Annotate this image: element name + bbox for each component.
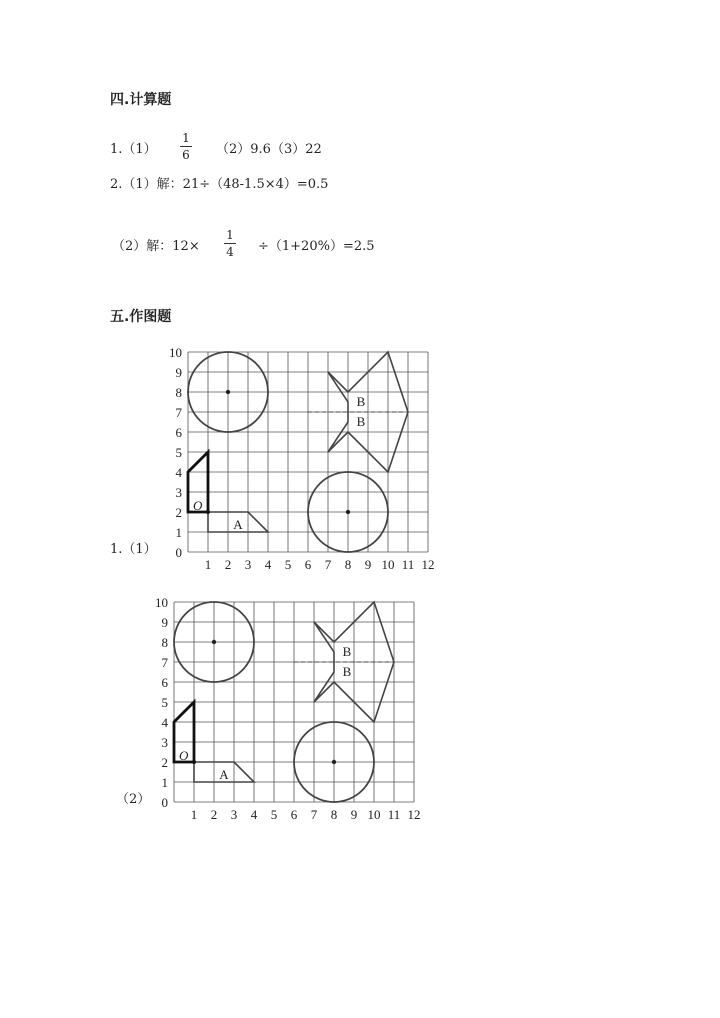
y-tick-label: 6 bbox=[161, 675, 168, 690]
label-a: A bbox=[233, 517, 243, 532]
q2-fraction-numerator: 1 bbox=[226, 228, 234, 242]
x-tick-label: 3 bbox=[230, 807, 238, 822]
x-tick-label: 4 bbox=[250, 807, 258, 822]
y-tick-label: 1 bbox=[161, 775, 168, 790]
y-tick-label: 10 bbox=[169, 345, 182, 360]
q2-part2-prefix: （2）解：12× bbox=[112, 239, 200, 254]
y-tick-label: 9 bbox=[175, 365, 182, 380]
q1-prefix: 1.（1） bbox=[110, 142, 157, 157]
x-tick-label: 6 bbox=[304, 557, 312, 572]
y-tick-label: 9 bbox=[161, 615, 168, 630]
label-o: O bbox=[193, 498, 203, 513]
label-b-bottom: B bbox=[356, 414, 366, 429]
x-tick-label: 7 bbox=[310, 807, 318, 822]
y-tick-label: 5 bbox=[175, 445, 182, 460]
x-tick-label: 9 bbox=[350, 807, 358, 822]
x-tick-label: 9 bbox=[364, 557, 372, 572]
y-tick-label: 3 bbox=[161, 735, 168, 750]
x-tick-label: 6 bbox=[290, 807, 298, 822]
circle-center-point bbox=[346, 510, 350, 514]
q2-fraction-denominator: 4 bbox=[226, 245, 234, 259]
q1-fraction bbox=[178, 131, 194, 162]
label-b-top: B bbox=[356, 394, 366, 409]
x-tick-label: 10 bbox=[367, 807, 381, 822]
y-tick-label: 10 bbox=[155, 595, 168, 610]
grid-figure-2 bbox=[146, 590, 436, 830]
section-4-title: 四.计算题 bbox=[110, 92, 172, 108]
q1-fraction-numerator: 1 bbox=[182, 131, 190, 145]
section-5-title: 五.作图题 bbox=[110, 309, 172, 325]
q2-fraction bbox=[222, 228, 238, 259]
x-tick-label: 11 bbox=[387, 807, 401, 822]
circle-center-point bbox=[212, 640, 216, 644]
q1-fraction-denominator: 6 bbox=[182, 148, 190, 162]
x-tick-label: 5 bbox=[270, 807, 278, 822]
q2-part2-rest: ÷（1+20%）=2.5 bbox=[258, 239, 375, 254]
y-tick-label: 6 bbox=[175, 425, 182, 440]
circle-center-point bbox=[226, 390, 230, 394]
x-tick-label: 7 bbox=[324, 557, 332, 572]
x-tick-label: 12 bbox=[407, 807, 421, 822]
y-tick-label: 2 bbox=[175, 505, 182, 520]
y-tick-label: 7 bbox=[161, 655, 168, 670]
x-tick-label: 10 bbox=[381, 557, 395, 572]
x-tick-label: 2 bbox=[224, 557, 232, 572]
q2-line1: 2.（1）解：21÷（48-1.5×4）=0.5 bbox=[110, 177, 329, 192]
y-tick-label: 7 bbox=[175, 405, 182, 420]
point-o bbox=[192, 760, 196, 764]
y-tick-label: 3 bbox=[175, 485, 182, 500]
x-tick-label: 1 bbox=[190, 807, 198, 822]
y-tick-label: 8 bbox=[175, 385, 182, 400]
y-tick-label: 8 bbox=[161, 635, 168, 650]
fraction-bar bbox=[180, 146, 192, 147]
point-o bbox=[206, 510, 210, 514]
label-b-top: B bbox=[342, 644, 352, 659]
y-tick-label: 1 bbox=[175, 525, 182, 540]
q1-rest: （2）9.6（3）22 bbox=[216, 142, 322, 157]
figure-2-label: （2） bbox=[116, 792, 151, 807]
label-a: A bbox=[219, 767, 229, 782]
x-tick-label: 8 bbox=[330, 807, 338, 822]
grid-figure-1 bbox=[160, 340, 450, 580]
y-tick-label: 5 bbox=[161, 695, 168, 710]
x-tick-label: 12 bbox=[421, 557, 435, 572]
label-o: O bbox=[179, 748, 189, 763]
y-tick-label: 4 bbox=[161, 715, 168, 730]
coordinate-grid bbox=[160, 340, 450, 580]
y-tick-label: 4 bbox=[175, 465, 182, 480]
x-tick-label: 2 bbox=[210, 807, 218, 822]
y-tick-label: 0 bbox=[161, 795, 168, 810]
y-tick-label: 2 bbox=[161, 755, 168, 770]
y-tick-label: 0 bbox=[175, 545, 182, 560]
fraction-bar bbox=[224, 243, 236, 244]
coordinate-grid bbox=[146, 590, 436, 830]
x-tick-label: 11 bbox=[401, 557, 415, 572]
x-tick-label: 5 bbox=[284, 557, 292, 572]
circle-center-point bbox=[332, 760, 336, 764]
label-b-bottom: B bbox=[342, 664, 352, 679]
figure-1-label: 1.（1） bbox=[110, 542, 157, 557]
x-tick-label: 4 bbox=[264, 557, 272, 572]
x-tick-label: 1 bbox=[204, 557, 212, 572]
x-tick-label: 3 bbox=[244, 557, 252, 572]
x-tick-label: 8 bbox=[344, 557, 352, 572]
